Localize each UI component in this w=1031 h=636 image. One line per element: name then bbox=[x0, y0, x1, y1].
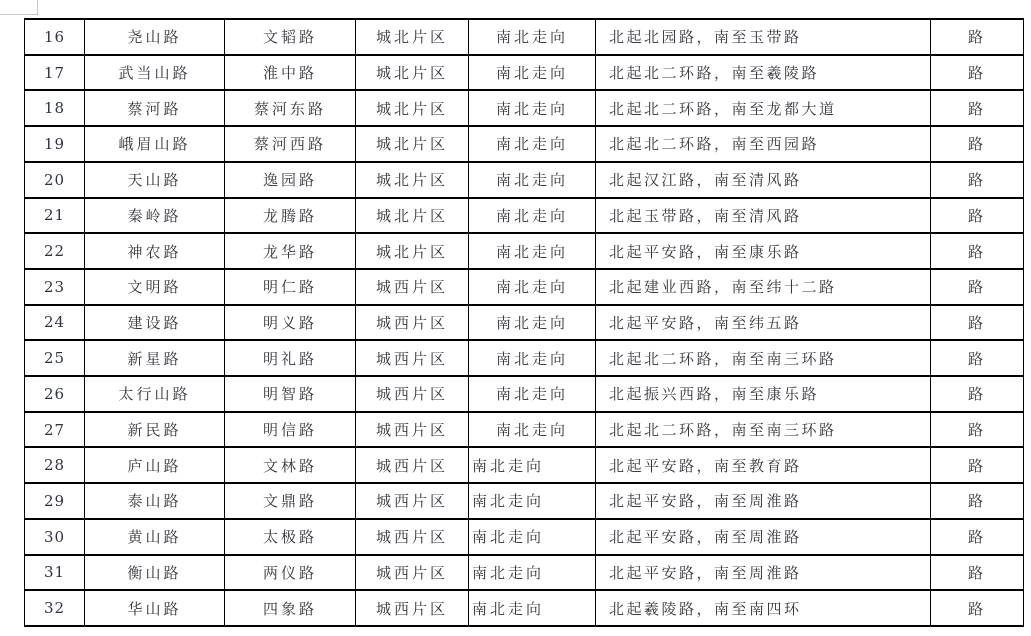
cell-direction: 南北走向 bbox=[469, 447, 596, 483]
cell-new-road-name: 明义路 bbox=[225, 305, 356, 341]
cell-road-suffix: 路 bbox=[931, 519, 1024, 555]
cell-road-suffix: 路 bbox=[931, 198, 1024, 234]
cell-district: 城西片区 bbox=[356, 412, 469, 448]
cell-row-number: 19 bbox=[25, 126, 85, 162]
cell-extent: 北起北二环路，南至南三环路 bbox=[596, 412, 931, 448]
cell-road-suffix: 路 bbox=[931, 269, 1024, 305]
cell-road-suffix: 路 bbox=[931, 126, 1024, 162]
cell-district: 城西片区 bbox=[356, 305, 469, 341]
cell-old-road-name: 武当山路 bbox=[85, 55, 225, 91]
cell-old-road-name: 新星路 bbox=[85, 340, 225, 376]
cell-district: 城北片区 bbox=[356, 55, 469, 91]
cell-direction: 南北走向 bbox=[469, 198, 596, 234]
cell-extent: 北起羲陵路，南至南四环 bbox=[596, 590, 931, 626]
cell-old-road-name: 蔡河路 bbox=[85, 90, 225, 126]
table-row bbox=[25, 340, 1024, 376]
cell-district: 城北片区 bbox=[356, 90, 469, 126]
cell-row-number: 21 bbox=[25, 198, 85, 234]
table-row bbox=[25, 305, 1024, 341]
cell-old-road-name: 峨眉山路 bbox=[85, 126, 225, 162]
cell-old-road-name: 太行山路 bbox=[85, 376, 225, 412]
cell-extent: 北起平安路，南至纬五路 bbox=[596, 305, 931, 341]
cell-direction: 南北走向 bbox=[469, 269, 596, 305]
cell-new-road-name: 龙华路 bbox=[225, 233, 356, 269]
table-row bbox=[25, 162, 1024, 198]
cell-row-number: 25 bbox=[25, 340, 85, 376]
table-row bbox=[25, 555, 1024, 591]
cell-new-road-name: 逸园路 bbox=[225, 162, 356, 198]
cell-extent: 北起振兴西路，南至康乐路 bbox=[596, 376, 931, 412]
cell-old-road-name: 秦岭路 bbox=[85, 198, 225, 234]
cell-road-suffix: 路 bbox=[931, 162, 1024, 198]
cell-new-road-name: 明信路 bbox=[225, 412, 356, 448]
road-rename-table-body bbox=[25, 19, 1024, 626]
cell-row-number: 31 bbox=[25, 555, 85, 591]
table-row bbox=[25, 233, 1024, 269]
cell-extent: 北起北二环路，南至西园路 bbox=[596, 126, 931, 162]
cell-direction: 南北走向 bbox=[469, 305, 596, 341]
cell-road-suffix: 路 bbox=[931, 19, 1024, 55]
cell-direction: 南北走向 bbox=[469, 519, 596, 555]
cell-district: 城西片区 bbox=[356, 519, 469, 555]
cell-district: 城西片区 bbox=[356, 447, 469, 483]
cell-new-road-name: 淮中路 bbox=[225, 55, 356, 91]
cell-extent: 北起平安路，南至教育路 bbox=[596, 447, 931, 483]
cell-district: 城北片区 bbox=[356, 162, 469, 198]
cell-district: 城西片区 bbox=[356, 340, 469, 376]
cell-new-road-name: 蔡河东路 bbox=[225, 90, 356, 126]
cell-row-number: 32 bbox=[25, 590, 85, 626]
cell-extent: 北起建业西路，南至纬十二路 bbox=[596, 269, 931, 305]
cell-new-road-name: 文林路 bbox=[225, 447, 356, 483]
cell-road-suffix: 路 bbox=[931, 412, 1024, 448]
cell-new-road-name: 文鼎路 bbox=[225, 483, 356, 519]
table-row bbox=[25, 19, 1024, 55]
cell-row-number: 26 bbox=[25, 376, 85, 412]
cell-old-road-name: 华山路 bbox=[85, 590, 225, 626]
cell-new-road-name: 太极路 bbox=[225, 519, 356, 555]
cell-new-road-name: 蔡河西路 bbox=[225, 126, 356, 162]
cell-old-road-name: 文明路 bbox=[85, 269, 225, 305]
cell-old-road-name: 黄山路 bbox=[85, 519, 225, 555]
cell-old-road-name: 建设路 bbox=[85, 305, 225, 341]
cell-district: 城北片区 bbox=[356, 19, 469, 55]
cell-road-suffix: 路 bbox=[931, 555, 1024, 591]
cell-old-road-name: 衡山路 bbox=[85, 555, 225, 591]
cell-new-road-name: 明礼路 bbox=[225, 340, 356, 376]
grid-corner-artifact bbox=[0, 0, 38, 15]
cell-district: 城北片区 bbox=[356, 126, 469, 162]
cell-direction: 南北走向 bbox=[469, 590, 596, 626]
cell-new-road-name: 文韬路 bbox=[225, 19, 356, 55]
cell-old-road-name: 泰山路 bbox=[85, 483, 225, 519]
cell-new-road-name: 明智路 bbox=[225, 376, 356, 412]
cell-extent: 北起北二环路，南至羲陵路 bbox=[596, 55, 931, 91]
cell-road-suffix: 路 bbox=[931, 590, 1024, 626]
cell-new-road-name: 两仪路 bbox=[225, 555, 356, 591]
table-row bbox=[25, 126, 1024, 162]
cell-district: 城西片区 bbox=[356, 590, 469, 626]
cell-direction: 南北走向 bbox=[469, 55, 596, 91]
cell-new-road-name: 明仁路 bbox=[225, 269, 356, 305]
cell-extent: 北起北二环路，南至龙都大道 bbox=[596, 90, 931, 126]
cell-extent: 北起玉带路，南至清风路 bbox=[596, 198, 931, 234]
cell-district: 城西片区 bbox=[356, 555, 469, 591]
cell-extent: 北起北园路，南至玉带路 bbox=[596, 19, 931, 55]
table-row bbox=[25, 269, 1024, 305]
table-row bbox=[25, 412, 1024, 448]
cell-row-number: 16 bbox=[25, 19, 85, 55]
cell-district: 城西片区 bbox=[356, 269, 469, 305]
cell-direction: 南北走向 bbox=[469, 340, 596, 376]
table-row bbox=[25, 198, 1024, 234]
cell-extent: 北起北二环路，南至南三环路 bbox=[596, 340, 931, 376]
cell-row-number: 27 bbox=[25, 412, 85, 448]
cell-direction: 南北走向 bbox=[469, 162, 596, 198]
cell-road-suffix: 路 bbox=[931, 90, 1024, 126]
cell-district: 城西片区 bbox=[356, 376, 469, 412]
cell-road-suffix: 路 bbox=[931, 233, 1024, 269]
cell-road-suffix: 路 bbox=[931, 340, 1024, 376]
cell-row-number: 30 bbox=[25, 519, 85, 555]
cell-road-suffix: 路 bbox=[931, 305, 1024, 341]
cell-row-number: 17 bbox=[25, 55, 85, 91]
cell-old-road-name: 尧山路 bbox=[85, 19, 225, 55]
cell-extent: 北起平安路，南至周淮路 bbox=[596, 519, 931, 555]
cell-old-road-name: 神农路 bbox=[85, 233, 225, 269]
cell-road-suffix: 路 bbox=[931, 376, 1024, 412]
cell-direction: 南北走向 bbox=[469, 376, 596, 412]
table-row bbox=[25, 90, 1024, 126]
cell-new-road-name: 龙腾路 bbox=[225, 198, 356, 234]
cell-road-suffix: 路 bbox=[931, 447, 1024, 483]
cell-row-number: 24 bbox=[25, 305, 85, 341]
cell-district: 城北片区 bbox=[356, 233, 469, 269]
cell-direction: 南北走向 bbox=[469, 412, 596, 448]
table-row bbox=[25, 590, 1024, 626]
road-rename-table bbox=[24, 18, 1024, 627]
cell-extent: 北起平安路，南至周淮路 bbox=[596, 483, 931, 519]
table-row bbox=[25, 483, 1024, 519]
cell-row-number: 22 bbox=[25, 233, 85, 269]
cell-direction: 南北走向 bbox=[469, 126, 596, 162]
cell-extent: 北起平安路，南至康乐路 bbox=[596, 233, 931, 269]
cell-district: 城北片区 bbox=[356, 198, 469, 234]
cell-direction: 南北走向 bbox=[469, 555, 596, 591]
cell-district: 城西片区 bbox=[356, 483, 469, 519]
cell-road-suffix: 路 bbox=[931, 483, 1024, 519]
cell-new-road-name: 四象路 bbox=[225, 590, 356, 626]
cell-extent: 北起汉江路，南至清风路 bbox=[596, 162, 931, 198]
cell-road-suffix: 路 bbox=[931, 55, 1024, 91]
cell-old-road-name: 庐山路 bbox=[85, 447, 225, 483]
table-row bbox=[25, 55, 1024, 91]
table-row bbox=[25, 376, 1024, 412]
cell-direction: 南北走向 bbox=[469, 483, 596, 519]
cell-row-number: 23 bbox=[25, 269, 85, 305]
cell-row-number: 20 bbox=[25, 162, 85, 198]
cell-direction: 南北走向 bbox=[469, 90, 596, 126]
cell-row-number: 28 bbox=[25, 447, 85, 483]
cell-direction: 南北走向 bbox=[469, 233, 596, 269]
table-row bbox=[25, 519, 1024, 555]
cell-old-road-name: 天山路 bbox=[85, 162, 225, 198]
cell-row-number: 18 bbox=[25, 90, 85, 126]
cell-row-number: 29 bbox=[25, 483, 85, 519]
cell-extent: 北起平安路，南至周淮路 bbox=[596, 555, 931, 591]
table-row bbox=[25, 447, 1024, 483]
cell-old-road-name: 新民路 bbox=[85, 412, 225, 448]
cell-direction: 南北走向 bbox=[469, 19, 596, 55]
